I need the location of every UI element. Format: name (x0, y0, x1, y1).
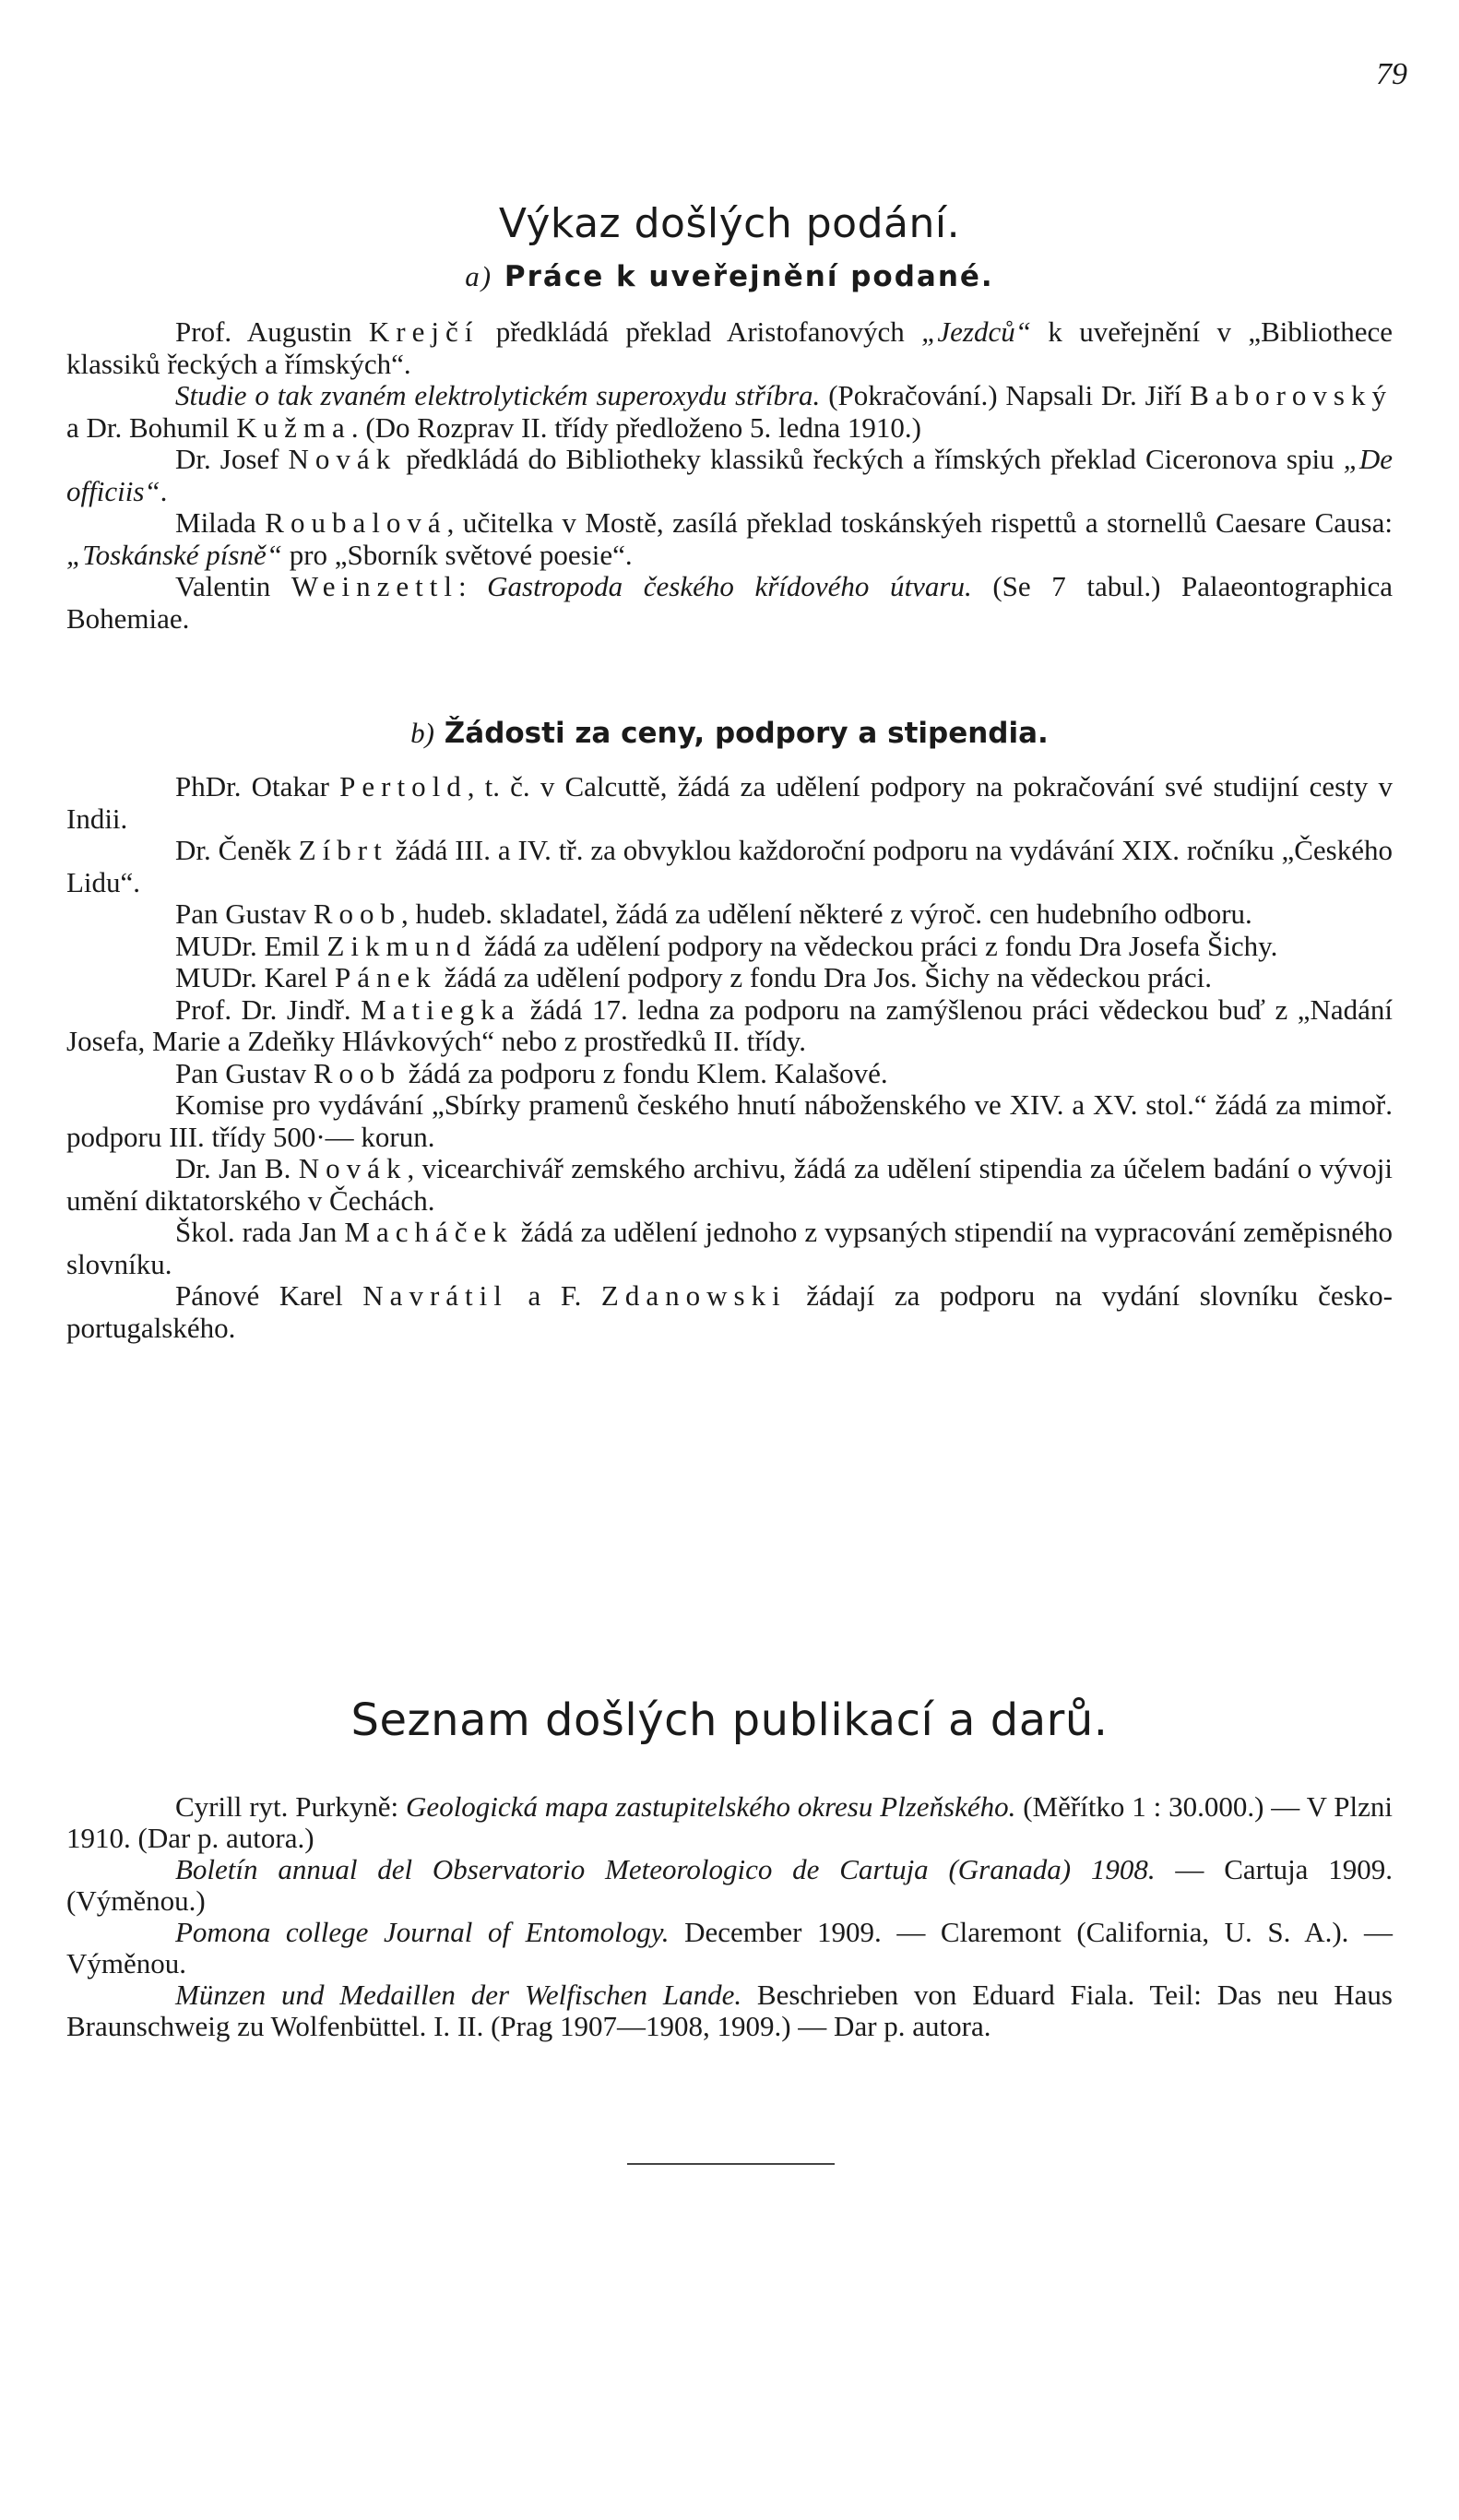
entry-text: : (457, 570, 488, 602)
entry-text: December 1909. — Claremont (California, U. S. A.). — Výměnou. (66, 1916, 1393, 1979)
entry-paragraph (66, 898, 1393, 931)
entry-text: žádá za udělení podpory na vědeckou práci z fondu Dra Josefa Šichy. (477, 929, 1278, 962)
person-name: Krejčí (368, 315, 480, 348)
entry-text: , vicearchivář zemského archivu, žádá za udělení stipendia za účelem badání o vývoji umění diktatorského v Čechách. (66, 1152, 1394, 1217)
entry-text: a Dr. Bohumil (66, 410, 237, 444)
entry-paragraph (66, 1791, 1393, 1854)
work-title: „De officiis“ (66, 443, 1393, 507)
person-name: Pánek (335, 961, 437, 993)
entry-paragraph (66, 1979, 1393, 2042)
entry-text: , učitelka v Mostě, zasílá překlad toskánskýeh rispettů a stornellů Caesare Causa: (446, 506, 1393, 539)
entry-paragraph (66, 1153, 1393, 1217)
entry-paragraph (66, 507, 1393, 571)
entry-paragraph (66, 1854, 1393, 1917)
person-name: Novák (288, 443, 397, 475)
works-list (66, 316, 1393, 635)
entry-paragraph (66, 1089, 1393, 1153)
entry-text: k uveřejnění v „Bibliothece klassiků řeckých a římských“. (66, 315, 1393, 380)
entry-paragraph (66, 931, 1393, 963)
entry-text: žádá III. a IV. tř. za obvyklou každoroční podporu na vydávání XIX. ročníku „Českého Lidu“. (66, 834, 1393, 898)
entry-text: předkládá překlad Aristofanových (479, 315, 922, 348)
entry-text: Dr. Jan B. (175, 1152, 299, 1184)
entry-text: (Měřítko 1 : 30.000.) — V Plzni 1910. (Dar p. autora.) (66, 1790, 1393, 1854)
person-name: Baborovský (1190, 379, 1393, 411)
entry-text: a F. (507, 1279, 601, 1312)
entry-text: Prof. Augustin (175, 315, 369, 348)
subheading-text: Žádosti za ceny, podpory a stipendia. (444, 717, 1049, 750)
entry-text: Beschrieben von Eduard Fiala. Teil: Das neu Haus Braunschweig zu Wolfenbüttel. I. II. (Prag 1907—1908, 1909.) — Dar p. autora. (66, 1979, 1393, 2042)
subheading-label: a) (465, 260, 493, 292)
work-title: Münzen und Medaillen der Welfischen Lande. (175, 1979, 742, 2011)
page-number: 79 (1376, 57, 1407, 91)
entry-paragraph (66, 1217, 1393, 1280)
work-title: Geologická mapa zastupitelského okresu Plzeňského. (406, 1790, 1016, 1823)
work-title: „Jezdců“ (921, 315, 1031, 348)
work-title: Studie o tak zvaném elektrolytickém superoxydu stříbra. (175, 379, 821, 411)
person-name: Roob (313, 1056, 402, 1089)
entry-paragraph (66, 835, 1393, 898)
entry-text: (Pokračování.) Napsali Dr. Jiří (820, 379, 1191, 411)
entry-paragraph (66, 1280, 1393, 1344)
subheading-text: Práce k uveřejnění podané. (504, 260, 994, 293)
entry-paragraph (66, 444, 1393, 507)
entry-text: Cyrill ryt. Purkyně: (175, 1790, 407, 1823)
person-name: Zikmund (326, 929, 478, 962)
entry-paragraph (66, 994, 1393, 1058)
entry-text: žádá za udělení podpory z fondu Dra Jos. Šichy na vědeckou práci. (436, 961, 1212, 993)
work-title: Pomona college Journal of Entomology. (175, 1916, 670, 1948)
section-title-publications: Seznam došlých publikací a darů. (350, 1694, 1109, 1747)
entry-text: MUDr. Emil (175, 929, 327, 962)
person-name: Matiegka (361, 993, 521, 1026)
subheading-requests (0, 717, 1459, 750)
entry-text: Valentin (175, 570, 291, 602)
person-name: Zíbrt (298, 834, 388, 866)
work-title: „Toskánské písně“ (66, 538, 282, 571)
entry-text: Pan Gustav (175, 1056, 314, 1089)
person-name: Macháček (344, 1216, 514, 1248)
entry-text: PhDr. Otakar (175, 770, 340, 802)
entry-text: — Cartuja 1909. (Výměnou.) (66, 1853, 1393, 1917)
entry-text: , hudeb. skladatel, žádá za udělení některé z výroč. cen hudebního odboru. (401, 897, 1252, 930)
publications-list (66, 1791, 1393, 2042)
entry-text: předkládá do Bibliotheky klassiků řeckých a římských překlad Ciceronova spiu (397, 443, 1344, 475)
entry-text: Pánové Karel (175, 1279, 363, 1312)
entry-text: žádá za udělení jednoho z vypsaných stipendií na vypracování zeměpisného slovníku. (66, 1216, 1393, 1280)
entry-text: Milada (175, 506, 266, 539)
section-title-submissions: Výkaz došlých podání. (498, 200, 961, 248)
work-title: Gastropoda českého křídového útvaru. (487, 570, 972, 602)
person-name: Zdanowski (600, 1279, 787, 1312)
subheading-works (0, 260, 1459, 293)
subheading-label: b) (410, 717, 434, 749)
entry-paragraph (66, 1058, 1393, 1090)
entry-text: žádá 17. ledna za podporu na zamýšlenou práci vědeckou buď z „Nadání Josefa, Marie a Zdeňky Hlávkových“ nebo z prostředků II. třídy. (66, 993, 1394, 1057)
person-name: Pertold (339, 770, 468, 802)
entry-text: Komise pro vydávání „Sbírky pramenů českého hnutí náboženského ve XIV. a XV. stol.“ žádá za mimoř. podporu III. třídy 500·— korun. (66, 1088, 1393, 1153)
entry-text: . (Do Rozprav II. třídy předloženo 5. ledna 1910.) (350, 410, 921, 444)
entry-paragraph (66, 571, 1393, 635)
requests-list (66, 771, 1393, 1344)
entry-text: Prof. Dr. Jindř. (175, 993, 362, 1026)
person-name: Navrátil (362, 1279, 508, 1312)
entry-text: . (160, 474, 168, 507)
entry-paragraph (66, 316, 1393, 380)
entry-text: Dr. Čeněk (175, 834, 299, 866)
person-name: Kužma (236, 410, 351, 444)
person-name: Roob (313, 897, 402, 930)
entry-text: pro „Sborník světové poesie“. (281, 538, 633, 571)
person-name: Novák (298, 1152, 408, 1184)
entry-text: MUDr. Karel (175, 961, 336, 993)
person-name: Weinzettl (291, 570, 458, 602)
entry-text: (Se 7 tabul.) Palaeontographica Bohemiae. (66, 570, 1393, 635)
entry-paragraph (66, 962, 1393, 994)
entry-paragraph (66, 1917, 1393, 1979)
entry-text: Pan Gustav (175, 897, 314, 930)
entry-text: žádají za podporu na vydání slovníku česko-portugalského. (66, 1279, 1393, 1344)
entry-text: žádá za podporu z fondu Klem. Kalašové. (401, 1056, 888, 1089)
entry-paragraph (66, 771, 1393, 835)
entry-text: Dr. Josef (175, 443, 289, 475)
entry-text: , t. č. v Calcuttě, žádá za udělení podpory na pokračování své studijní cesty v Indii. (66, 770, 1393, 835)
person-name: Roubalová (265, 506, 447, 539)
closing-rule (627, 2163, 835, 2165)
work-title: Boletín annual del Observatorio Meteorologico de Cartuja (Granada) 1908. (175, 1853, 1156, 1885)
entry-text: Škol. rada Jan (175, 1216, 345, 1248)
entry-paragraph (66, 380, 1393, 444)
